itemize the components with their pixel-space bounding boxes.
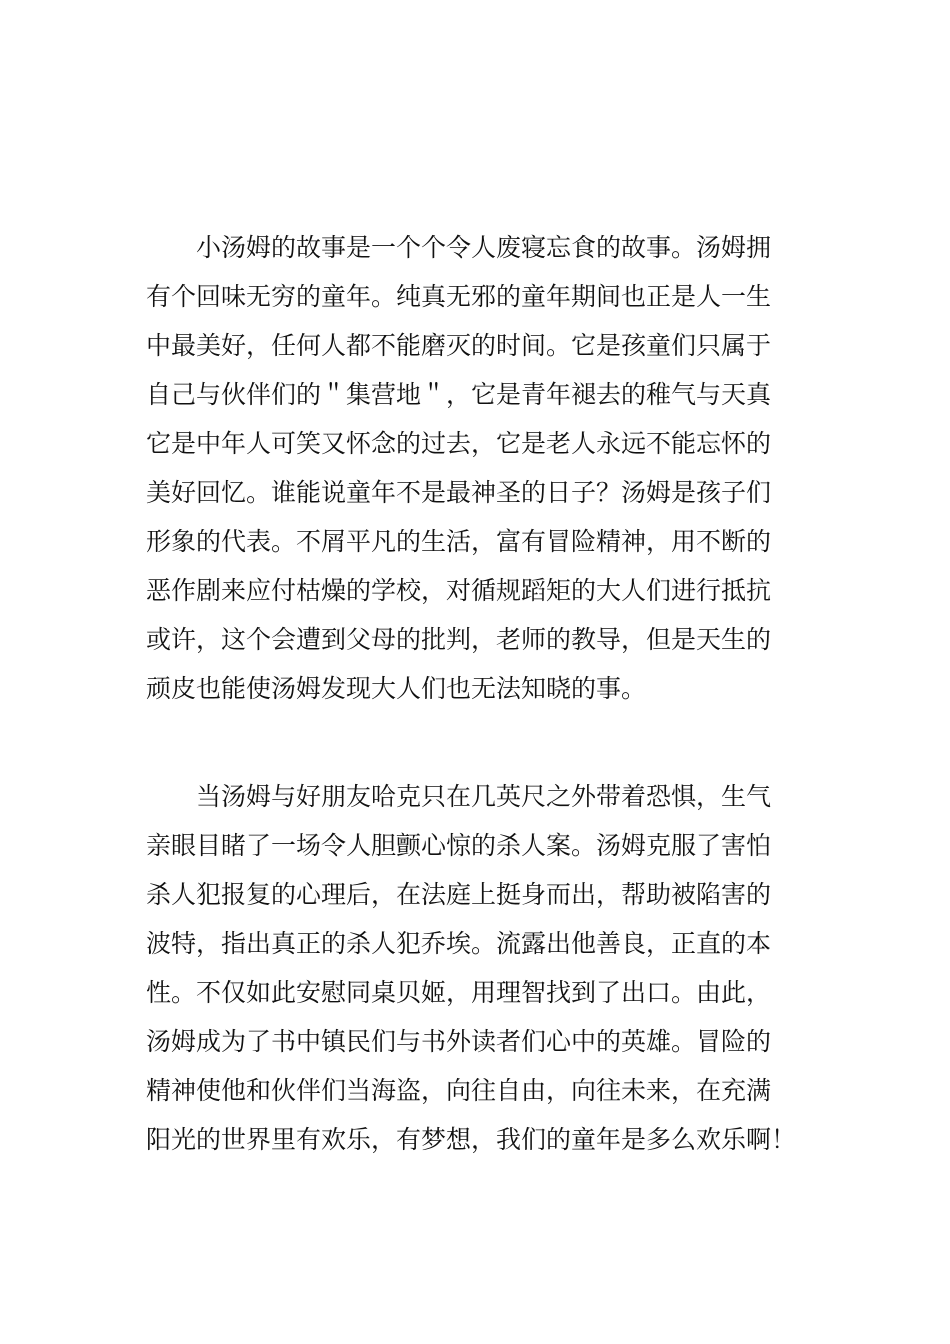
text-line: 恶作剧来应付枯燥的学校，对循规蹈矩的大人们进行抵抗: [146, 576, 772, 605]
text-line: 精神使他和伙伴们当海盗，向往自由，向往未来，在充满: [146, 1076, 772, 1105]
paragraph-2: [146, 778, 826, 1170]
text-line: 或许，这个会遭到父母的批判，老师的教导，但是天生的: [146, 625, 772, 654]
text-line: 当汤姆与好朋友哈克只在几英尺之外带着恐惧，生气: [146, 782, 772, 811]
text-line: 阳光的世界里有欢乐，有梦想，我们的童年是多么欢乐啊！: [146, 1125, 797, 1154]
text-line: 波特，指出真正的杀人犯乔埃。流露出他善良，正直的本: [146, 929, 772, 958]
text-line: 汤姆成为了书中镇民们与书外读者们心中的英雄。冒险的: [146, 1027, 772, 1056]
text-line: 有个回味无穷的童年。纯真无邪的童年期间也正是人一生: [146, 282, 772, 311]
text-line: 杀人犯报复的心理后，在法庭上挺身而出，帮助被陷害的: [146, 880, 772, 909]
text-line: 顽皮也能使汤姆发现大人们也无法知晓的事。: [146, 674, 647, 703]
text-line: 中最美好，任何人都不能磨灭的时间。它是孩童们只属于: [146, 331, 772, 360]
text-line: 亲眼目睹了一场令人胆颤心惊的杀人案。汤姆克服了害怕: [146, 831, 772, 860]
text-line: 美好回忆。谁能说童年不是最神圣的日子？汤姆是孩子们: [146, 478, 772, 507]
text-line: 自己与伙伴们的＂集营地＂，它是青年褪去的稚气与天真: [146, 380, 772, 409]
text-line: 性。不仅如此安慰同桌贝姬，用理智找到了出口。由此，: [146, 978, 772, 1007]
text-line: 形象的代表。不屑平凡的生活，富有冒险精神，用不断的: [146, 527, 772, 556]
paragraph-1: [146, 229, 826, 719]
text-line: 小汤姆的故事是一个个令人废寝忘食的故事。汤姆拥: [146, 233, 772, 262]
text-line: 它是中年人可笑又怀念的过去，它是老人永远不能忘怀的: [146, 429, 772, 458]
